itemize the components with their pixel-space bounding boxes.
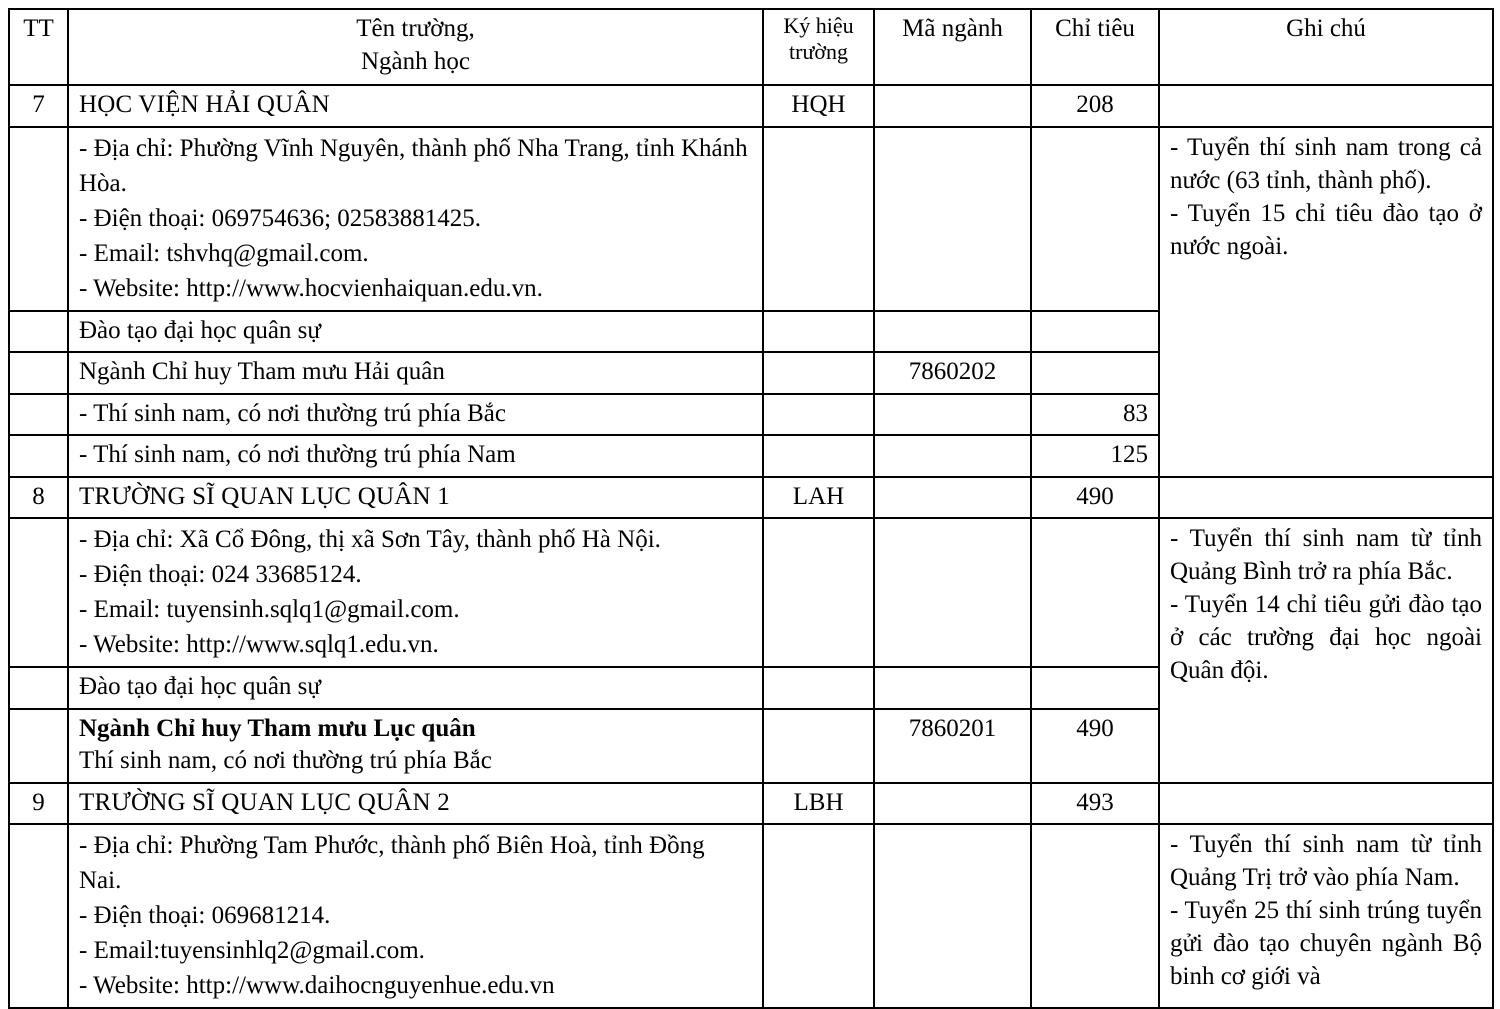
note-line: - Tuyển thí sinh nam từ tỉnh Quảng Bình trở ra phía Bắc. [1170, 525, 1482, 585]
contact-email: - Email: tshvhq@gmail.com. [79, 239, 369, 267]
column-header-name-line1: Tên trường, [356, 15, 475, 42]
column-header-name-line2: Ngành học [361, 47, 470, 75]
contact-website: - Website: http://www.hocvienhaiquan.edu.vn. [79, 274, 543, 302]
cell-program-name: Ngành Chỉ huy Tham mưu Hải quân [68, 352, 763, 394]
cell-tt [9, 709, 68, 783]
cell-quota: 125 [1031, 435, 1159, 477]
cell-contact-info [68, 824, 763, 1008]
column-header-note: Ghi chú [1159, 9, 1493, 85]
contact-email: - Email:tuyensinhlq2@gmail.com. [79, 937, 425, 964]
cell-symbol [763, 518, 874, 667]
cell-note-spacer [1159, 85, 1493, 127]
cell-symbol [763, 709, 874, 783]
cell-quota [1031, 311, 1159, 353]
cell-program-block [68, 709, 763, 783]
cell-symbol: LAH [763, 477, 874, 519]
cell-major: 7860202 [874, 352, 1031, 394]
cell-tt [9, 435, 68, 477]
cell-symbol [763, 127, 874, 311]
table-row [9, 85, 1493, 127]
cell-quota: 208 [1031, 85, 1159, 127]
cell-tt: 8 [9, 477, 68, 519]
cell-note [1159, 518, 1493, 783]
note-line: - Tuyển 15 chỉ tiêu đào tạo ở nước ngoài. [1170, 199, 1482, 260]
cell-symbol [763, 435, 874, 477]
contact-address: - Địa chỉ: Xã Cổ Đông, thị xã Sơn Tây, thành phố Hà Nội. [79, 526, 661, 553]
cell-major [874, 127, 1031, 311]
cell-program-name: Ngành Chỉ huy Tham mưu Lục quân [79, 714, 476, 742]
cell-quota [1031, 824, 1159, 1008]
cell-tt [9, 518, 68, 667]
cell-section-label: Đào tạo đại học quân sự [68, 311, 763, 353]
column-header-quota: Chỉ tiêu [1031, 9, 1159, 85]
cell-major [874, 783, 1031, 825]
column-header-symbol-line1: Ký hiệu [783, 13, 854, 38]
cell-quota [1031, 518, 1159, 667]
cell-major [874, 667, 1031, 709]
cell-major [874, 824, 1031, 1008]
cell-quota: 83 [1031, 394, 1159, 436]
contact-website: - Website: http://www.sqlq1.edu.vn. [79, 631, 439, 658]
table-body [9, 85, 1493, 1008]
cell-tt [9, 824, 68, 1008]
cell-quota [1031, 352, 1159, 394]
table-row [9, 127, 1493, 311]
note-line: - Tuyển 25 thí sinh trúng tuyển gửi đào tạo chuyên ngành Bộ binh cơ giới và [1170, 897, 1482, 990]
cell-note-spacer [1159, 477, 1493, 519]
cell-school-name: HỌC VIỆN HẢI QUÂN [68, 85, 763, 127]
header-row [9, 9, 1493, 85]
cell-quota: 490 [1031, 709, 1159, 783]
contact-phone: - Điện thoại: 024 33685124. [79, 561, 362, 588]
cell-school-name: TRƯỜNG SĨ QUAN LỤC QUÂN 2 [68, 783, 763, 825]
cell-tt [9, 394, 68, 436]
cell-program-subtitle: Thí sinh nam, có nơi thường trú phía Bắc [79, 747, 492, 774]
cell-quota: 490 [1031, 477, 1159, 519]
cell-tt [9, 352, 68, 394]
note-line: - Tuyển 14 chỉ tiêu gửi đào tạo ở các trường đại học ngoài Quân đội. [1170, 591, 1482, 684]
column-header-tt: TT [9, 9, 68, 85]
column-header-symbol [763, 9, 874, 85]
cell-school-name: TRƯỜNG SĨ QUAN LỤC QUÂN 1 [68, 477, 763, 519]
contact-email: - Email: tuyensinh.sqlq1@gmail.com. [79, 596, 460, 623]
cell-tt [9, 127, 68, 311]
cell-major [874, 477, 1031, 519]
cell-tt [9, 311, 68, 353]
cell-quota: 493 [1031, 783, 1159, 825]
cell-symbol [763, 394, 874, 436]
contact-address: - Địa chỉ: Phường Tam Phước, thành phố Biên Hoà, tỉnh Đồng Nai. [79, 832, 705, 894]
table-row [9, 824, 1493, 1008]
cell-major [874, 85, 1031, 127]
contact-address: - Địa chỉ: Phường Vĩnh Nguyên, thành phố Nha Trang, tỉnh Khánh Hòa. [79, 134, 748, 197]
cell-symbol [763, 667, 874, 709]
cell-quota [1031, 127, 1159, 311]
admissions-table [8, 8, 1494, 1009]
cell-contact-info [68, 127, 763, 311]
cell-note-spacer [1159, 783, 1493, 825]
cell-contact-info [68, 518, 763, 667]
cell-tt: 7 [9, 85, 68, 127]
cell-symbol [763, 824, 874, 1008]
cell-symbol: HQH [763, 85, 874, 127]
cell-major [874, 435, 1031, 477]
table-row [9, 783, 1493, 825]
cell-note [1159, 824, 1493, 1008]
cell-major [874, 394, 1031, 436]
cell-tt [9, 667, 68, 709]
cell-major [874, 311, 1031, 353]
cell-major [874, 518, 1031, 667]
note-line: - Tuyển thí sinh nam từ tỉnh Quảng Trị trở vào phía Nam. [1170, 831, 1482, 891]
cell-subrow-label: - Thí sinh nam, có nơi thường trú phía Bắc [68, 394, 763, 436]
table-header [9, 9, 1493, 85]
cell-note [1159, 127, 1493, 477]
cell-symbol [763, 311, 874, 353]
column-header-name [68, 9, 763, 85]
cell-major: 7860201 [874, 709, 1031, 783]
cell-section-label: Đào tạo đại học quân sự [68, 667, 763, 709]
contact-website: - Website: http://www.daihocnguyenhue.edu.vn [79, 972, 555, 999]
cell-tt: 9 [9, 783, 68, 825]
contact-phone: - Điện thoại: 069754636; 02583881425. [79, 204, 482, 232]
column-header-symbol-line2: trường [789, 38, 848, 64]
cell-symbol: LBH [763, 783, 874, 825]
note-line: - Tuyển thí sinh nam trong cả nước (63 tỉnh, thành phố). [1170, 133, 1482, 194]
table-row [9, 477, 1493, 519]
table-row [9, 518, 1493, 667]
column-header-major: Mã ngành [874, 9, 1031, 85]
contact-phone: - Điện thoại: 069681214. [79, 902, 331, 929]
cell-quota [1031, 667, 1159, 709]
cell-subrow-label: - Thí sinh nam, có nơi thường trú phía Nam [68, 435, 763, 477]
cell-symbol [763, 352, 874, 394]
